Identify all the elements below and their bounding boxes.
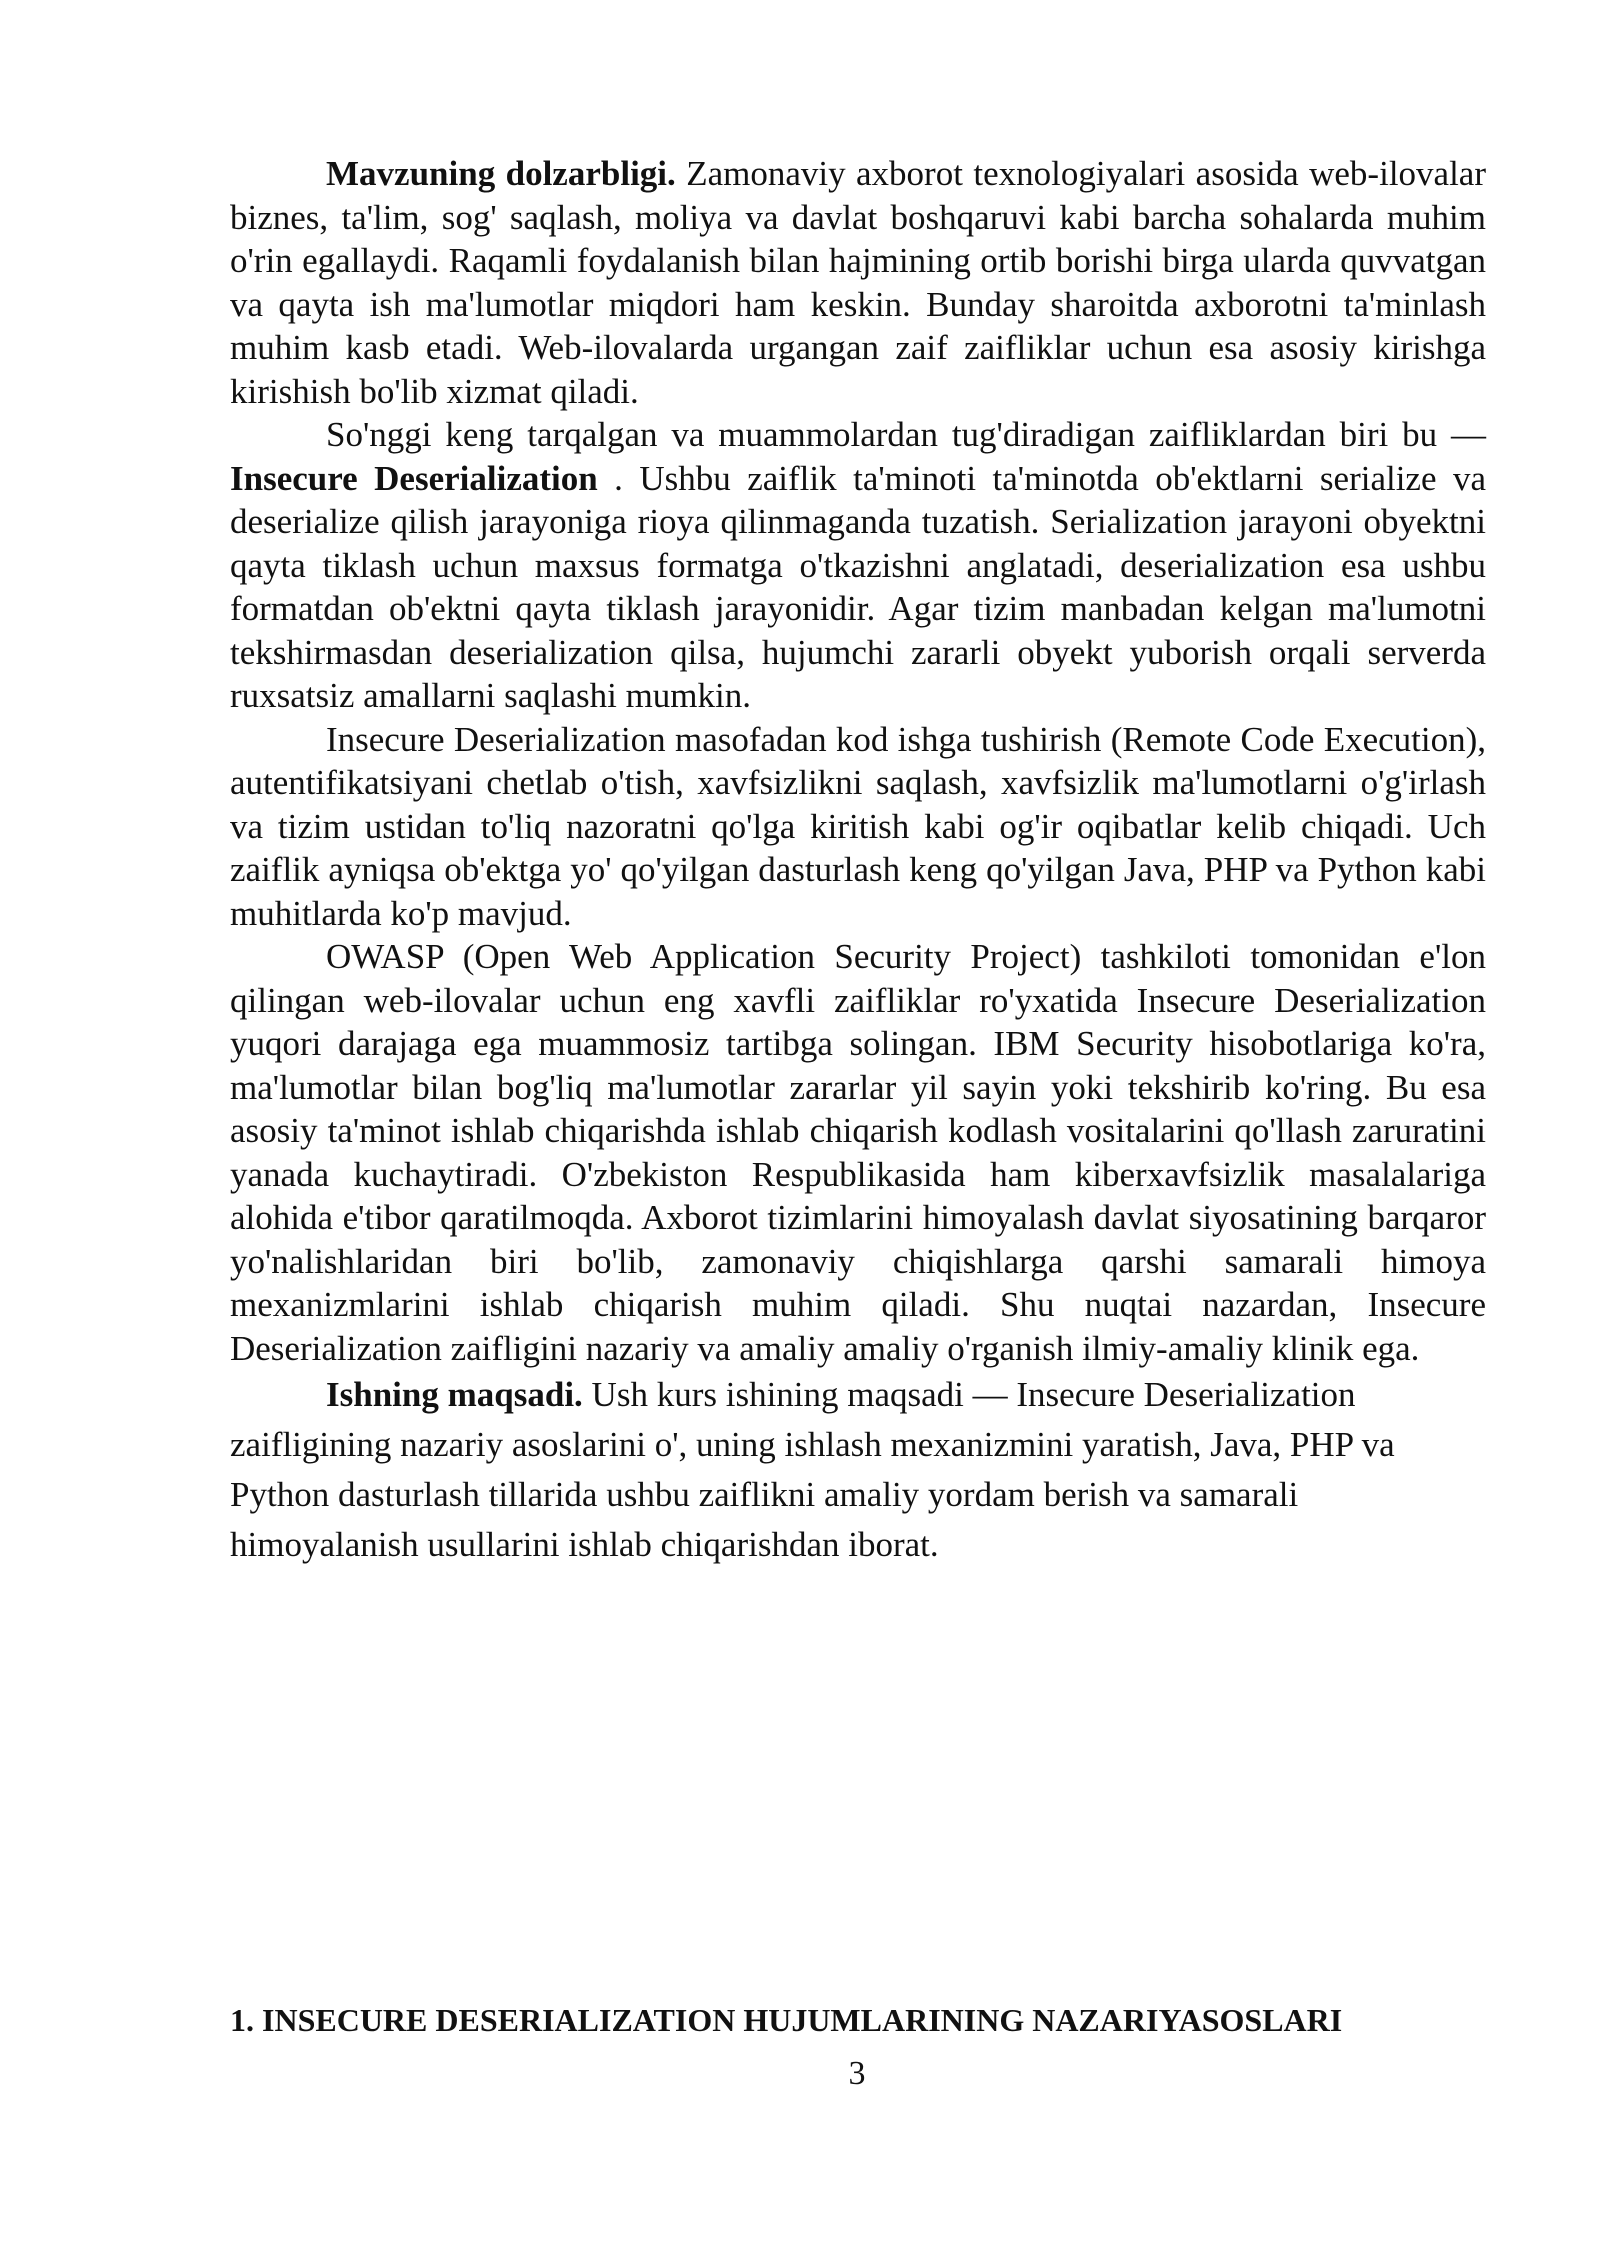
paragraph-text-owasp: OWASP (Open Web Application Security Project) tashkiloti tomonidan e'lon qilingan web-ilovalar uchun eng xavfli zaifliklar ro'yxatida Insecure Deserialization yuqori darajaga ega muammosiz tartibga solingan. IBM Security hisobotlariga ko'ra, ma'lumotlar bilan bog'liq ma'lumotlar zararlar yil sayin yoki tekshirib ko'ring. Bu esa asosiy ta'minot ishlab chiqarishda ishlab chiqarish kodlash vositalarini qo'llash zaruratini yanada kuchaytiradi. O'zbekiston Respublikasida ham kiberxavfsizlik masalalariga alohida e'tibor qaratilmoqda. Axborot tizimlarini himoyalash davlat siyosatining barqaror yo'nalishlaridan biri bo'lib, zamonaviy chiqishlarga qarshi samarali himoya mexanizmlarini ishlab chiqarish muhim qiladi. Shu nuqtai nazardan, Insecure Deserialization zaifligini nazariy va amaliy amaliy o'rganish ilmiy-amaliy klinik ega. xyxy=(230,937,1486,1368)
paragraph-owasp xyxy=(230,935,1486,1370)
paragraph-text-vulnerability-after: . Ushbu zaiflik ta'minoti ta'minotda ob'ektlarni serialize va deserialize qilish jarayoniga rioya qilinmaganda tuzatish. Serialization jarayoni obyektni qayta tiklash uchun maxsus formatga o'tkazishni anglatadi, deserialization esa ushbu formatdan ob'ektni qayta tiklash jarayonidir. Agar tizim manbadan kelgan ma'lumotni tekshirmasdan deserialization qilsa, hujumchi zararli obyekt yuborish orqali serverda ruxsatsiz amallarni saqlashi mumkin. xyxy=(230,458,1486,715)
paragraph-relevance xyxy=(230,152,1486,413)
section-heading: 1. INSECURE DESERIALIZATION HUJUMLARINING NAZARIYASOSLARI xyxy=(230,2002,1343,2038)
paragraph-text-relevance: Zamonaviy axborot texnologiyalari asosida web-ilovalar biznes, ta'lim, sog' saqlash, moliya va davlat boshqaruvi kabi barcha sohalarda muhim o'rin egallaydi. Raqamli foydalanish bilan hajmining ortib borishi birga ularda quvvatgan va qayta ish ma'lumotlar miqdori ham keskin. Bunday sharoitda axborotni ta'minlash muhim kasb etadi. Web-ilovalarda urgangan zaif zaifliklar uchun esa asosiy kirishga kirishish bo'lib xizmat qiladi. xyxy=(230,154,1486,411)
paragraph-lead-goal: Ishning maqsadi. xyxy=(326,1375,583,1414)
page-number: 3 xyxy=(848,2055,866,2092)
paragraph-text-vulnerability-before: So'nggi keng tarqalgan va muammolardan tug'diradigan zaifliklardan biri bu — xyxy=(326,415,1486,454)
paragraph-text-goal: Ush kurs ishining maqsadi — Insecure Deserialization zaifligining nazariy asoslarini o', uning ishlash mexanizmini yaratish, Java, PHP va Python dasturlash tillarida ushbu zaiflikni amaliy yordam berish va samarali himoyalanish usullarini ishlab chiqarishdan iborat. xyxy=(230,1375,1395,1564)
term-insecure-deserialization: Insecure Deserialization xyxy=(230,458,598,498)
paragraph-vulnerability xyxy=(230,413,1486,718)
paragraph-text-consequences: Insecure Deserialization masofadan kod ishga tushirish (Remote Code Execution), autentifikatsiyani chetlab o'tish, xavfsizlikni saqlash, xavfsizlik ma'lumotlarni o'g'irlash va tizim ustidan to'liq nazoratni qo'lga kiritish kabi og'ir oqibatlar kelib chiqadi. Uch zaiflik ayniqsa ob'ektga yo' qo'yilgan dasturlash keng qo'yilgan Java, PHP va Python kabi muhitlarda ko'p mavjud. xyxy=(230,719,1486,933)
paragraph-lead-relevance: Mavzuning dolzarbligi. xyxy=(326,154,676,193)
paragraph-goal xyxy=(230,1370,1486,1570)
paragraph-consequences xyxy=(230,718,1486,936)
body-text xyxy=(230,152,1486,1570)
